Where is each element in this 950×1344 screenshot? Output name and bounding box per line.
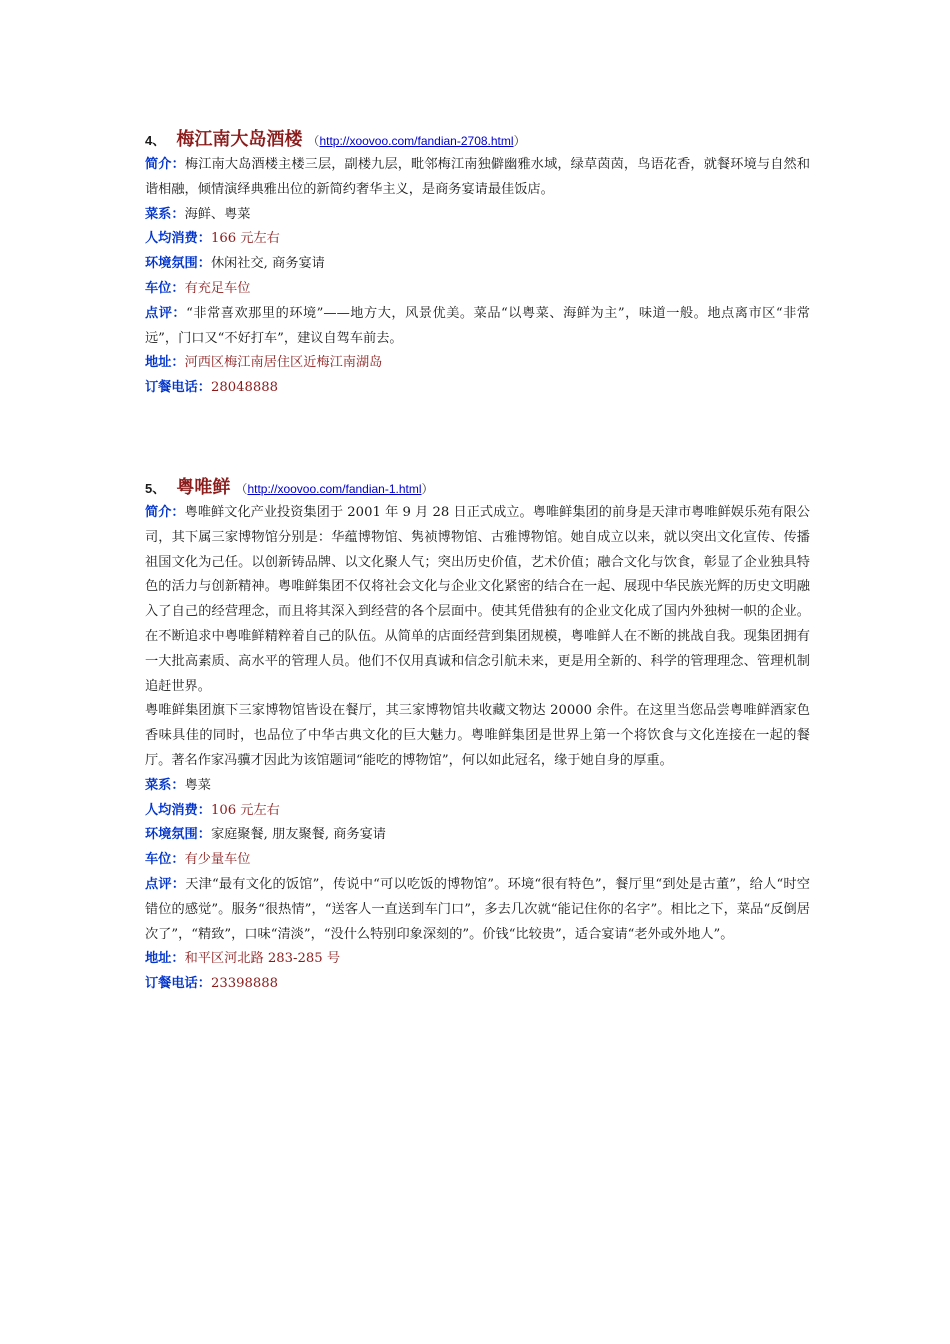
paren-close: ） [513, 134, 526, 148]
phone-label: 订餐电话： [145, 976, 211, 992]
entry-title [145, 475, 810, 501]
address-label: 地址： [145, 355, 185, 371]
entry-number: 5、 [145, 481, 166, 496]
review-paragraph [145, 302, 810, 352]
entry-number: 4、 [145, 133, 166, 148]
paren-open: （ [307, 134, 320, 148]
price-value: 106 元左右 [210, 802, 280, 818]
parking-label: 车位： [145, 852, 185, 868]
phone-row [145, 972, 810, 997]
ambience-row [145, 252, 810, 277]
phone-row [145, 376, 810, 401]
price-value: 166 元左右 [210, 231, 280, 247]
cuisine-row [145, 203, 810, 228]
intro-paragraph [145, 501, 810, 699]
price-row [145, 227, 810, 252]
parking-label: 车位： [145, 280, 185, 296]
phone-label: 订餐电话： [145, 380, 211, 396]
restaurant-link[interactable]: http://xoovoo.com/fandian-2708.html [319, 134, 514, 148]
restaurant-name: 梅江南大岛酒楼 [176, 129, 303, 150]
ambience-value: 休闲社交, 商务宴请 [210, 256, 325, 272]
cuisine-value: 粤菜 [184, 777, 211, 793]
intro-paragraph [145, 153, 810, 203]
ambience-label: 环境氛围： [145, 256, 211, 272]
cuisine-label: 菜系： [145, 777, 185, 793]
parking-value: 有充足车位 [184, 280, 251, 296]
intro-text: 粤唯鲜文化产业投资集团于 2001 年 9 月 28 日正式成立。粤唯鲜集团的前身是天津市粤唯鲜娱乐苑有限公司，其下属三家博物馆分别是：华蕴博物馆、隽祯博物馆、古雅博物馆。她自成立以来，就以突出文化宣传、传播祖国文化为己任。以创新铸品牌、以文化聚人气；突出历史价值，艺术价值；融合文化与饮食，彰显了企业独具特色的活力与创新精神。粤唯鲜集团不仅将社会文化与企业文化紧密的结合在一起、展现中华民族光辉的历史文明融入了自己的经营理念，而且将其深入到经营的各个层面中。使其凭借独有的企业文化成了国内外独树一帜的企业。在不断追求中粤唯鲜精粹着自己的队伍。从简单的店面经营到集团规模，粤唯鲜人在不断的挑战自我。现集团拥有一大批高素质、高水平的管理人员。他们不仅用真诚和信念引航未来，更是用全新的、科学的管理理念、管理机制追赶世界。 [145, 505, 810, 694]
restaurant-entry-5 [145, 475, 810, 997]
entry-title [145, 127, 810, 153]
address-label: 地址： [145, 951, 185, 967]
cuisine-row [145, 774, 810, 799]
intro-label: 简介： [145, 505, 185, 520]
paren-close: ） [421, 482, 434, 496]
ambience-value: 家庭聚餐, 朋友聚餐, 商务宴请 [210, 827, 386, 843]
address-row [145, 351, 810, 376]
restaurant-link[interactable]: http://xoovoo.com/fandian-1.html [247, 482, 422, 496]
phone-value: 23398888 [210, 976, 279, 992]
cuisine-value: 海鲜、粤菜 [184, 206, 251, 222]
price-label: 人均消费： [145, 231, 211, 247]
intro-text-2: 粤唯鲜集团旗下三家博物馆皆设在餐厅，其三家博物馆共收藏文物达 20000 余件。在这里当您品尝粤唯鲜酒家色香味具佳的同时，也品位了中华古典文化的巨大魅力。粤唯鲜集团是世界上第一个将饮食与文化连接在一起的餐厅。著名作家冯骥才因此为该馆题词“能吃的博物馆”，何以如此冠名，缘于她自身的厚重。 [145, 703, 810, 768]
review-paragraph [145, 873, 810, 947]
address-value: 和平区河北路 283-285 号 [184, 951, 341, 967]
review-label: 点评： [145, 305, 187, 321]
paren-open: （ [235, 482, 248, 496]
ambience-label: 环境氛围： [145, 827, 211, 843]
parking-value: 有少量车位 [184, 852, 251, 868]
phone-value: 28048888 [210, 380, 279, 396]
cuisine-label: 菜系： [145, 206, 185, 222]
intro-label: 简介： [145, 157, 185, 172]
review-label: 点评： [145, 876, 186, 892]
intro-paragraph-2 [145, 699, 810, 773]
parking-row [145, 848, 810, 873]
address-value: 河西区梅江南居住区近梅江南湖岛 [184, 355, 383, 371]
review-text: 天津“最有文化的饭馆”，传说中“可以吃饭的博物馆”。环境“很有特色”，餐厅里“到处是古董”，给人“时空错位的感觉”。服务“很热情”，“送客人一直送到车门口”，多去几次就“能记住你的名字”。相比之下，菜品“反倒居次了”，“精致”，口味“清淡”，“没什么特别印象深刻的”。价钱“比较贵”，适合宴请“老外或外地人”。 [145, 876, 810, 942]
price-row [145, 799, 810, 824]
address-row [145, 947, 810, 972]
restaurant-entry-4 [145, 127, 810, 401]
intro-text: 梅江南大岛酒楼主楼三层，副楼九层，毗邻梅江南独僻幽雅水域，绿草茵茵，鸟语花香，就餐环境与自然和谐相融，倾情演绎典雅出位的新简约奢华主义，是商务宴请最佳饭店。 [145, 157, 811, 197]
price-label: 人均消费： [145, 802, 211, 818]
restaurant-name: 粤唯鲜 [176, 477, 231, 498]
ambience-row [145, 823, 810, 848]
parking-row [145, 277, 810, 302]
review-text: “非常喜欢那里的环境”——地方大，风景优美。菜品“以粤菜、海鲜为主”，味道一般。地点离市区“非常远”，门口又“不好打车”，建议自驾车前去。 [145, 305, 810, 346]
